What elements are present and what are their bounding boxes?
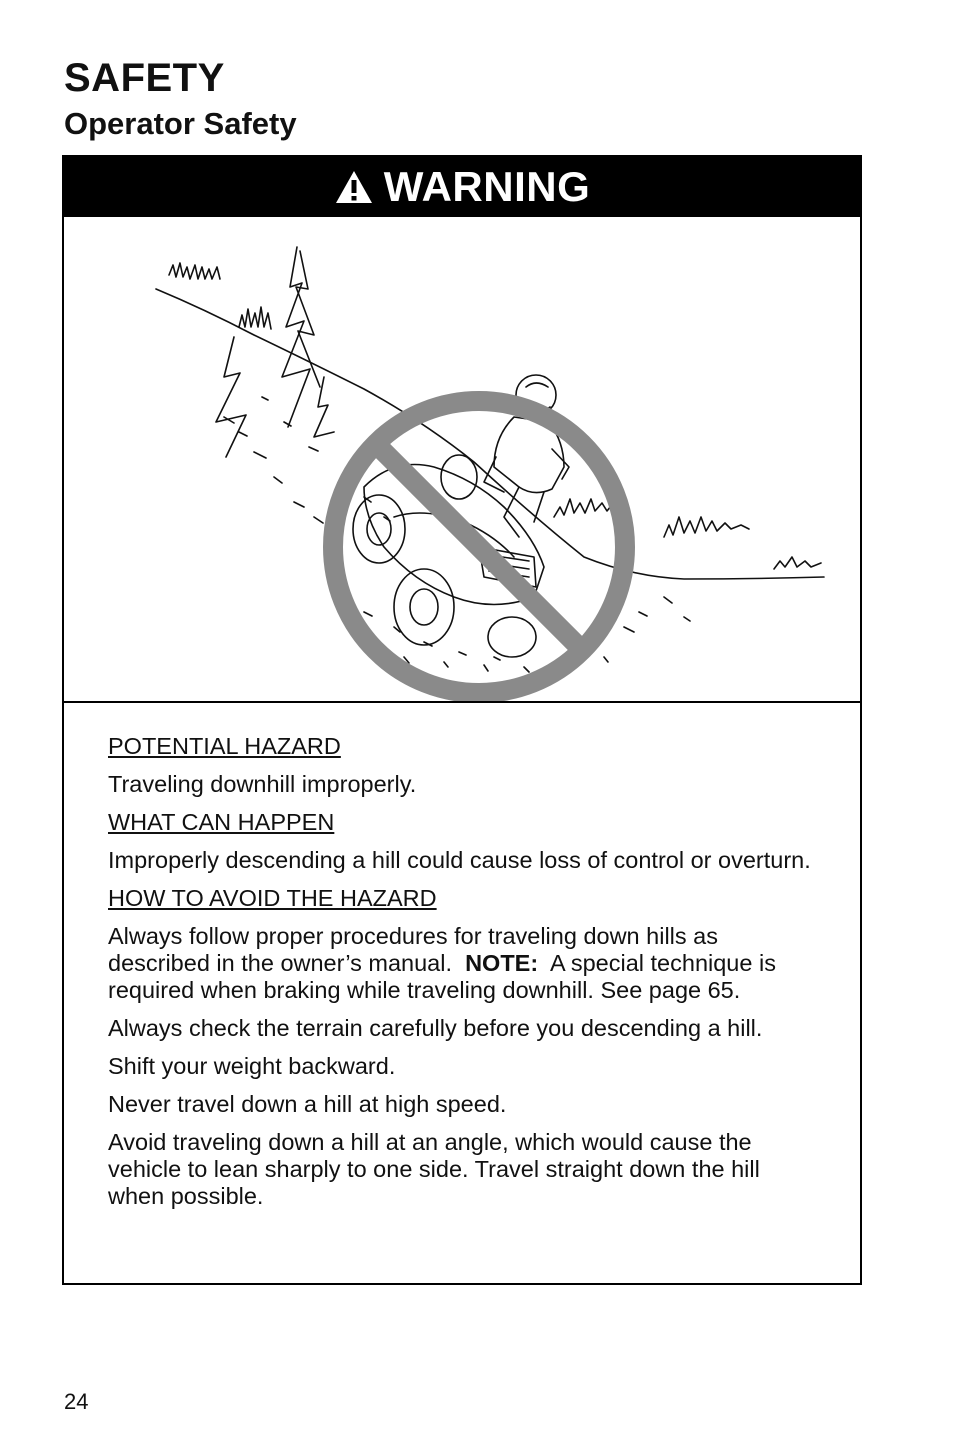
warning-label: WARNING: [383, 163, 591, 210]
potential-hazard-heading: POTENTIAL HAZARD: [108, 733, 341, 759]
how-to-avoid-heading: HOW TO AVOID THE HAZARD: [108, 885, 437, 911]
warning-text: [64, 703, 860, 1210]
avoid-paragraph-1: [108, 923, 816, 1004]
atv-rider-downhill-illustration: [64, 217, 860, 701]
avoid-paragraph-2: Always check the terrain carefully before you descending a hill.: [108, 1015, 763, 1041]
avoid-paragraph-1-note: A special technique is required when braking while traveling downhill. See page 65.: [108, 950, 776, 1003]
avoid-paragraph-4: Never travel down a hill at high speed.: [108, 1091, 507, 1117]
warning-box: [62, 155, 862, 1285]
subsection-title: Operator Safety: [64, 106, 297, 141]
potential-hazard-text: Traveling downhill improperly.: [108, 771, 417, 797]
warning-header: [64, 157, 860, 217]
what-can-happen-heading: WHAT CAN HAPPEN: [108, 809, 335, 835]
warning-triangle-icon: [334, 169, 374, 205]
what-can-happen-text: Improperly descending a hill could cause loss of control or overturn.: [108, 847, 811, 873]
avoid-paragraph-3: Shift your weight backward.: [108, 1053, 396, 1079]
avoid-paragraph-5: Avoid traveling down a hill at an angle, which would cause the vehicle to lean sharply to one side. Travel straight down the hill when possible.: [108, 1129, 760, 1209]
prohibition-sign-icon: [333, 401, 625, 693]
illustration: [64, 217, 860, 703]
section-title: SAFETY: [64, 56, 225, 100]
avoid-paragraph-1-text: Always follow proper procedures for traveling down hills as described in the owner’s manual.: [108, 923, 718, 976]
page-number: 24: [64, 1389, 89, 1414]
note-label: NOTE:: [465, 950, 539, 976]
